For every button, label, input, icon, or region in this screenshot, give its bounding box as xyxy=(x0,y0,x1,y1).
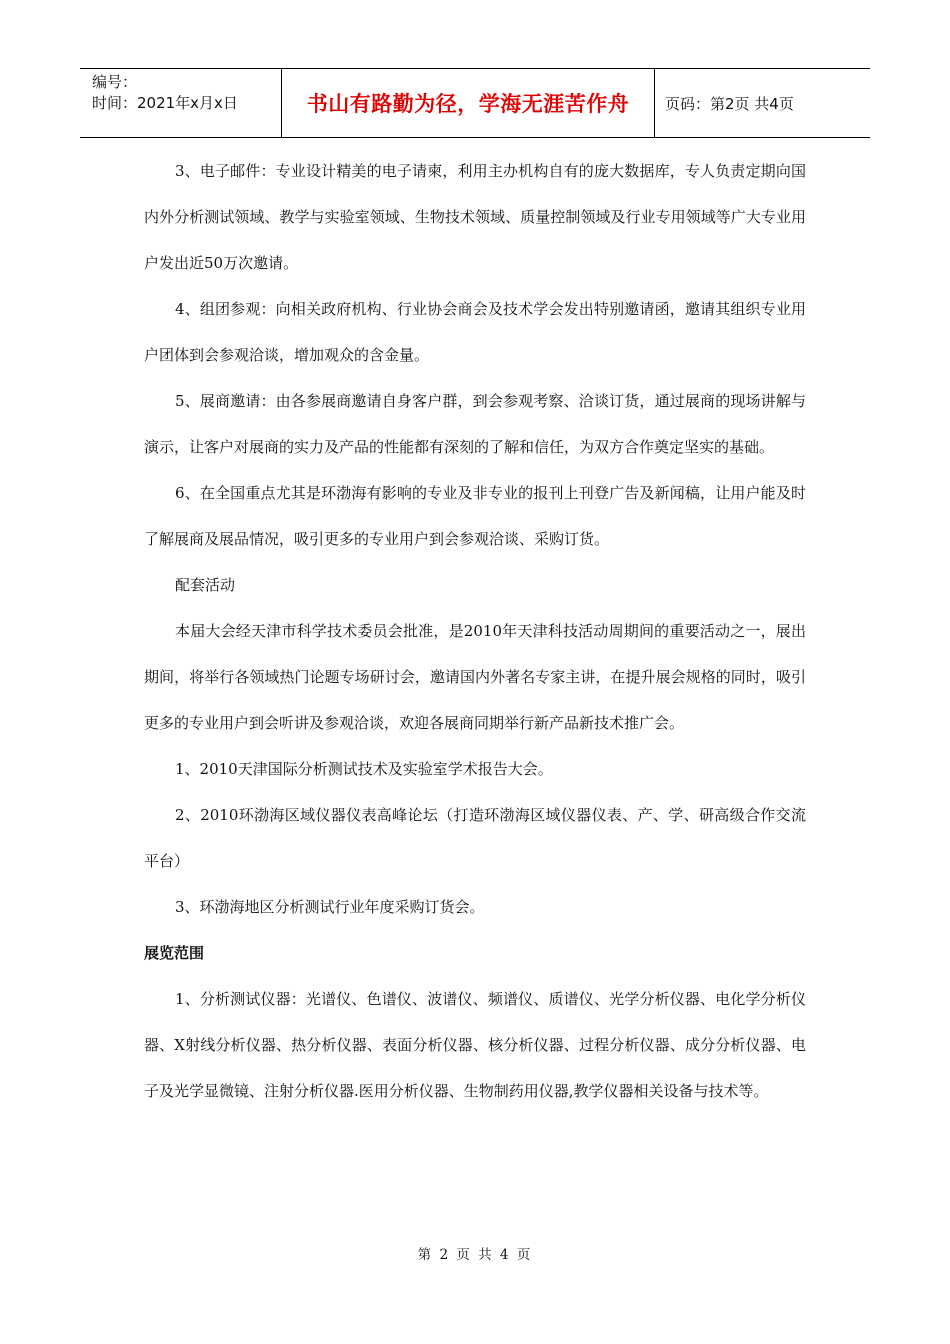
page-header xyxy=(80,68,870,138)
paragraph-media-advertising: 6、在全国重点尤其是环渤海有影响的专业及非专业的报刊上刊登广告及新闻稿，让用户能及时了解展商及展品情况，吸引更多的专业用户到会参观洽谈、采购订货。 xyxy=(144,484,806,548)
list-item-scope-1: 1、分析测试仪器：光谱仪、色谱仪、波谱仪、频谱仪、质谱仪、光学分析仪器、电化学分析仪器、X射线分析仪器、热分析仪器、表面分析仪器、核分析仪器、过程分析仪器、成分分析仪器、电子及光学显微镜、注射分析仪器.医用分析仪器、生物制药用仪器,教学仪器相关设备与技术等。 xyxy=(144,990,806,1100)
list-item-activity-3: 3、环渤海地区分析测试行业年度采购订货会。 xyxy=(175,898,485,916)
paragraph-exhibitor-invitation: 5、展商邀请：由各参展商邀请自身客户群，到会参观考察、洽谈订货，通过展商的现场讲解与演示，让客户对展商的实力及产品的性能都有深刻的了解和信任，为双方合作奠定坚实的基础。 xyxy=(144,392,806,456)
document-date: 时间：2021年x月x日 xyxy=(92,94,238,112)
document-number-label: 编号： xyxy=(92,73,138,91)
paragraph-conference-intro: 本届大会经天津市科学技术委员会批准，是2010年天津科技活动周期间的重要活动之一，展出期间，将举行各领域热门论题专场研讨会，邀请国内外著名专家主讲，在提升展会规格的同时，吸引更多的专业用户到会听讲及参观洽谈，欢迎各展商同期举行新产品新技术推广会。 xyxy=(144,622,806,732)
header-page-number: 页码：第2页 共4页 xyxy=(665,94,794,113)
header-meta xyxy=(80,69,282,137)
page-footer: 第 2 页 共 4 页 xyxy=(417,1247,533,1263)
header-motto: 书山有路勤为径，学海无涯苦作舟 xyxy=(282,69,655,137)
paragraph-email-invitation: 3、电子邮件：专业设计精美的电子请柬，利用主办机构自有的庞大数据库，专人负责定期向国内外分析测试领域、教学与实验室领域、生物技术领域、质量控制领域及行业专用领域等广大专业用户发出近50万次邀请。 xyxy=(144,162,806,272)
document-body xyxy=(144,148,806,1114)
list-item-activity-1: 1、2010天津国际分析测试技术及实验室学术报告大会。 xyxy=(175,760,553,778)
subheading-supporting-activities: 配套活动 xyxy=(175,576,236,594)
list-item-activity-2: 2、2010环渤海区域仪器仪表高峰论坛（打造环渤海区域仪器仪表、产、学、研高级合作交流平台） xyxy=(144,806,806,870)
section-heading-exhibition-scope: 展览范围 xyxy=(144,944,205,962)
paragraph-group-visit: 4、组团参观：向相关政府机构、行业协会商会及技术学会发出特别邀请函，邀请其组织专业用户团体到会参观洽谈，增加观众的含金量。 xyxy=(144,300,806,364)
